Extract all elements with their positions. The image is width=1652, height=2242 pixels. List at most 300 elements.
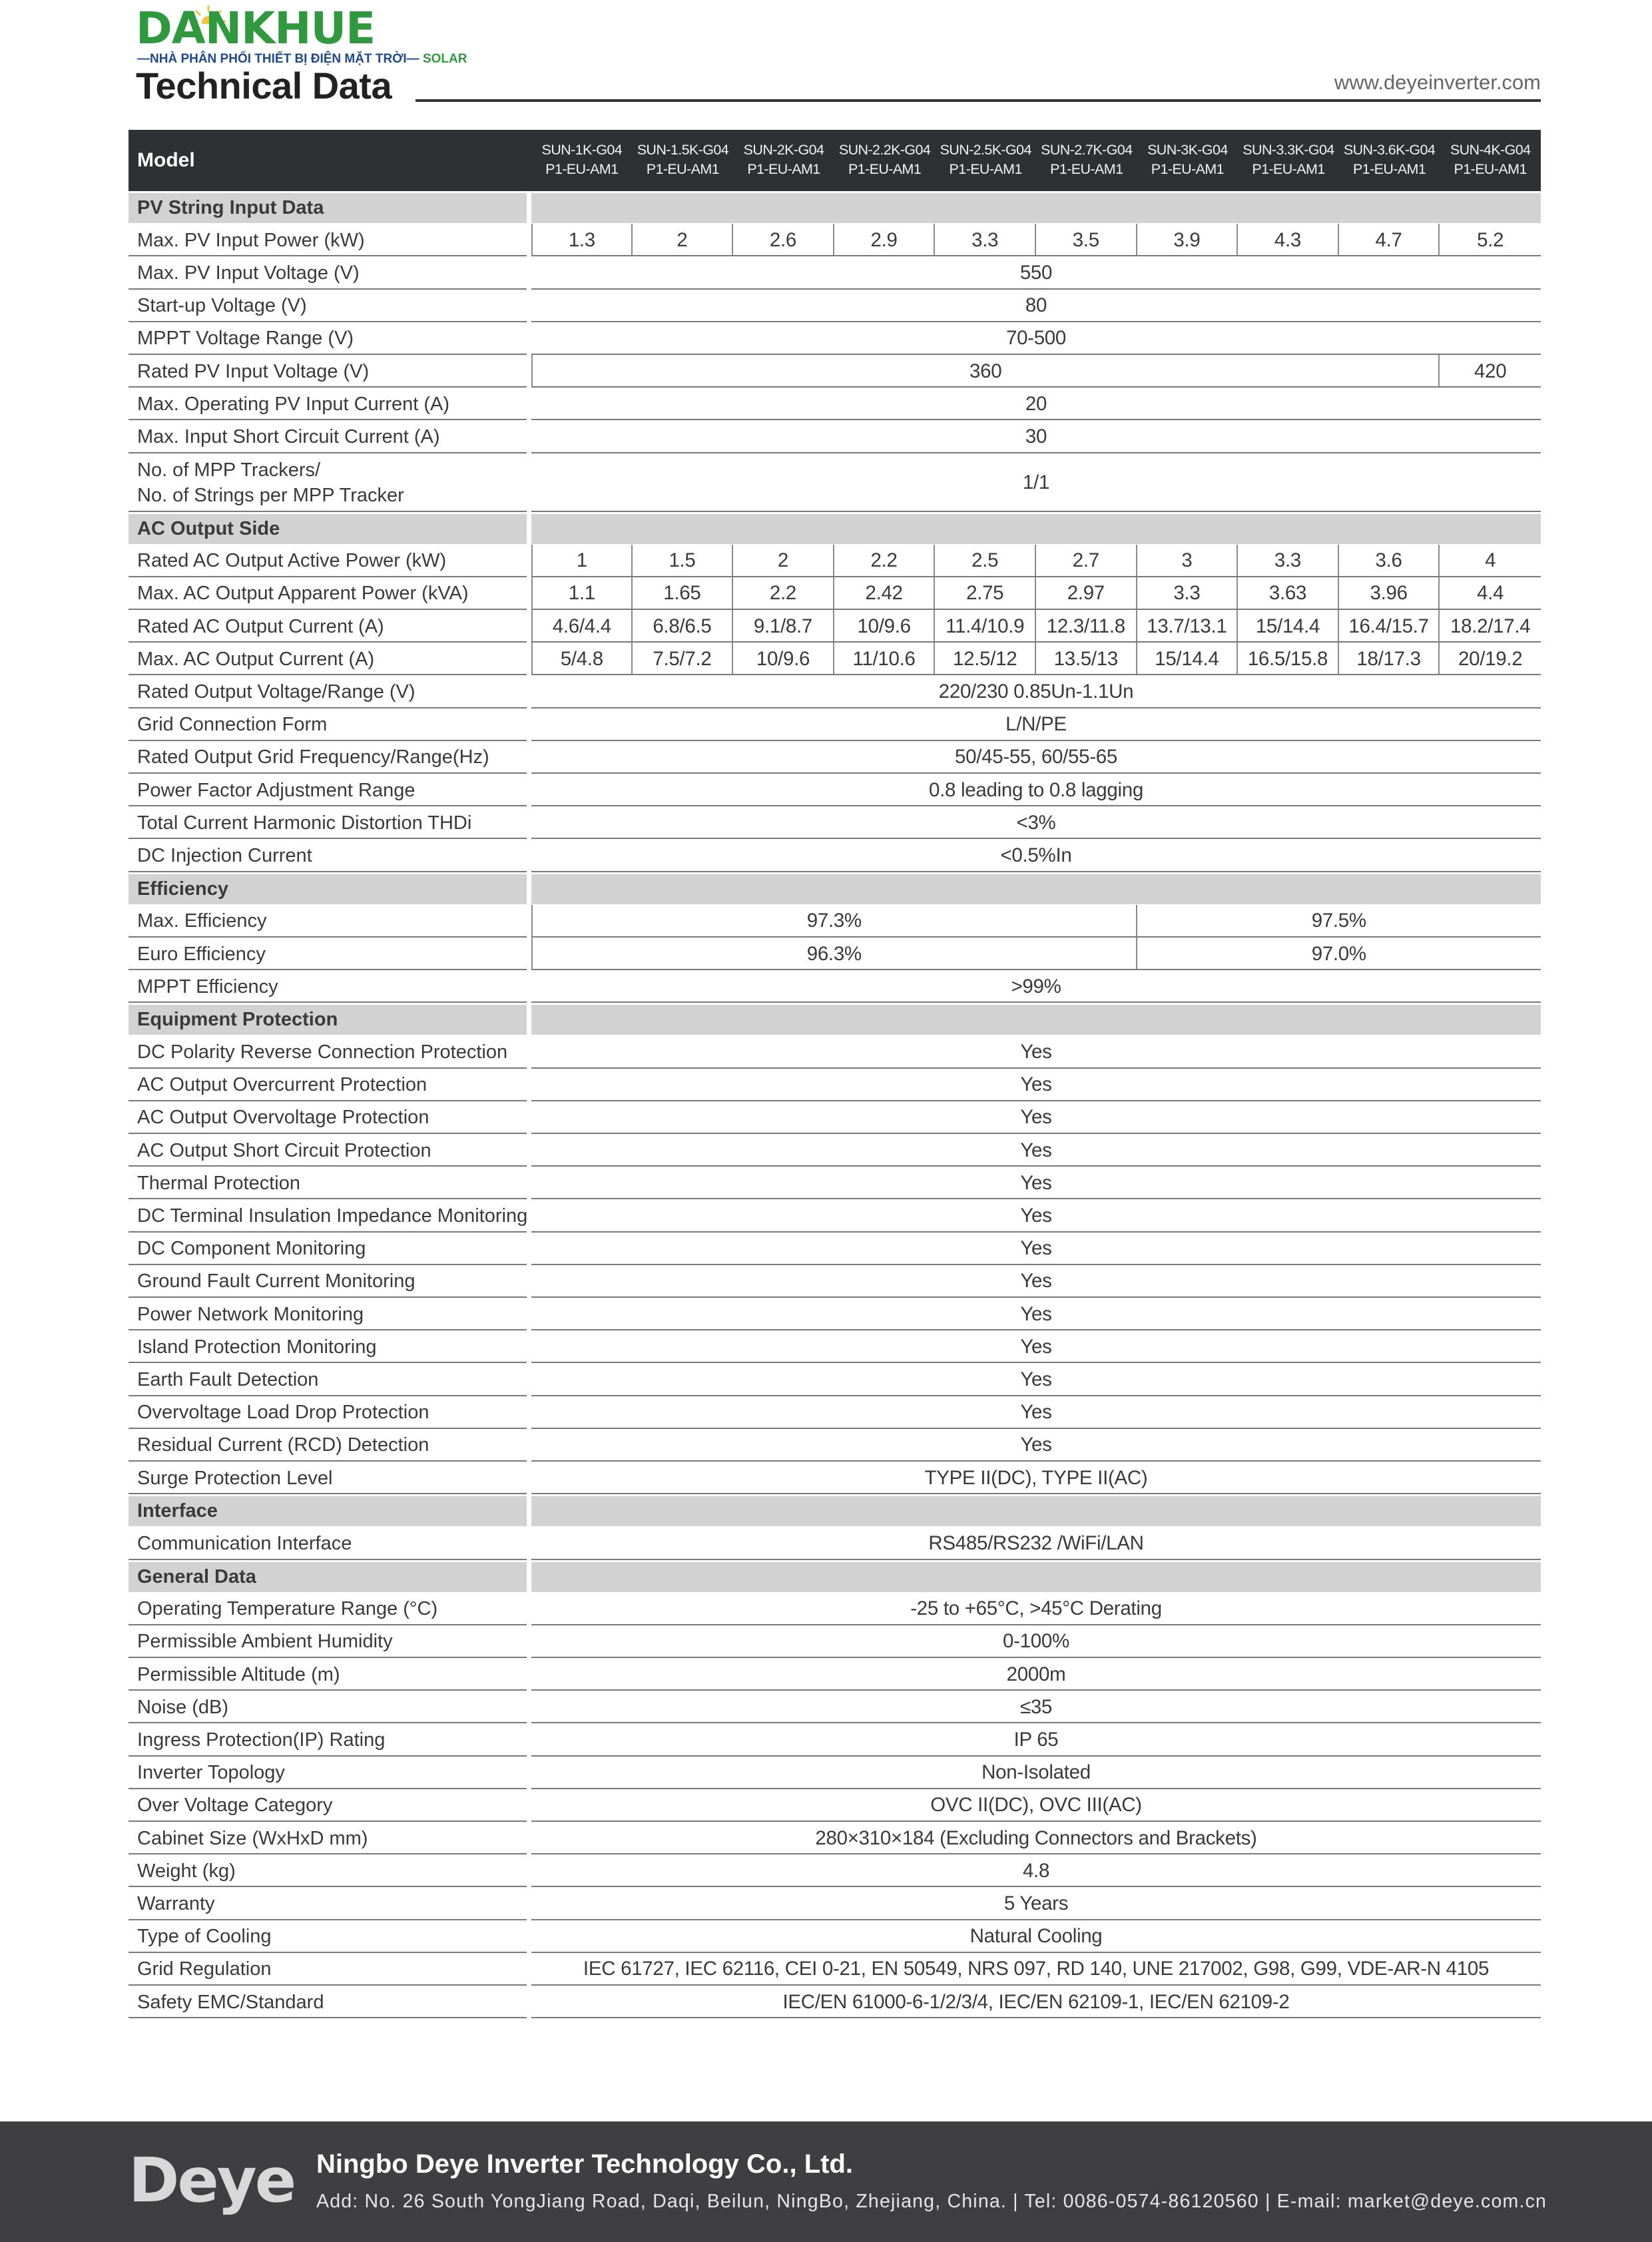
spec-row	[129, 420, 1541, 453]
spec-value: 12.5/12	[935, 643, 1036, 675]
spec-value: 220/230 0.85Un-1.1Un	[938, 681, 1134, 703]
model-name-line2: P1-EU-AM1	[1151, 161, 1225, 177]
spec-label: Communication Interface	[137, 1532, 352, 1554]
spec-value: Natural Cooling	[969, 1925, 1103, 1948]
spec-value: -25 to +65°C, >45°C Derating	[910, 1597, 1162, 1620]
spec-label: Euro Efficiency	[137, 943, 266, 965]
spec-label: DC Polarity Reverse Connection Protection	[137, 1041, 508, 1063]
spec-value: Yes	[1020, 1401, 1052, 1424]
spec-row	[129, 1527, 1541, 1559]
spec-values	[531, 1101, 1541, 1134]
company-name: Ningbo Deye Inverter Technology Co., Ltd.	[316, 2149, 853, 2179]
model-name-line1: SUN-1.5K-G04	[637, 142, 729, 158]
spec-values	[531, 774, 1541, 806]
spec-values	[531, 1167, 1541, 1199]
spec-row	[129, 1167, 1541, 1199]
spec-value: 420	[1474, 360, 1507, 382]
spec-label: Ingress Protection(IP) Rating	[137, 1729, 386, 1751]
spec-value: 4.7	[1339, 224, 1440, 256]
spec-label: Inverter Topology	[137, 1762, 285, 1784]
spec-value: 70-500	[1005, 327, 1067, 350]
spec-value: Yes	[1020, 1434, 1052, 1456]
model-name-line1: SUN-4K-G04	[1450, 142, 1531, 158]
spec-label: Max. PV Input Voltage (V)	[137, 262, 360, 284]
value-underline	[531, 2017, 1541, 2018]
section-band-right	[531, 514, 1541, 544]
spec-value: ≤35	[1019, 1695, 1053, 1718]
model-label: Model	[137, 149, 195, 171]
spec-label: Grid Connection Form	[137, 714, 328, 736]
spec-values	[531, 1757, 1541, 1789]
spec-value: <3%	[1016, 811, 1056, 834]
spec-row	[129, 256, 1541, 289]
section-title: AC Output Side	[137, 517, 280, 539]
spec-label: Permissible Altitude (m)	[137, 1663, 340, 1685]
spec-values	[531, 1462, 1541, 1494]
spec-values	[531, 1363, 1541, 1396]
spec-row	[129, 1265, 1541, 1298]
spec-row	[129, 1822, 1541, 1854]
spec-row	[129, 453, 1541, 512]
spec-label: DC Component Monitoring	[137, 1238, 366, 1260]
spec-row	[129, 839, 1541, 872]
spec-values	[531, 1723, 1541, 1756]
spec-value: 11/10.6	[834, 643, 936, 675]
section-title: General Data	[137, 1565, 256, 1587]
spec-value: 4.8	[1022, 1859, 1050, 1882]
spec-values	[531, 708, 1541, 741]
spec-values	[531, 453, 1541, 512]
spec-value: 97.0%	[1311, 942, 1366, 965]
spec-value: 1.65	[633, 577, 734, 610]
website-link[interactable]: www.deyeinverter.com	[1334, 71, 1541, 94]
spec-row	[129, 708, 1541, 741]
spec-row	[129, 1233, 1541, 1265]
spec-value: 18.2/17.4	[1450, 615, 1531, 637]
spec-value: <0.5%In	[1000, 844, 1072, 866]
spec-label: Earth Fault Detection	[137, 1368, 319, 1390]
footer	[0, 2121, 1652, 2242]
spec-row	[129, 1199, 1541, 1232]
spec-value: 10/9.6	[733, 643, 834, 675]
spec-value: >99%	[1011, 975, 1061, 997]
spec-values	[531, 1625, 1541, 1658]
spec-value: 2.75	[935, 577, 1036, 610]
spec-value: 3.3	[935, 224, 1036, 256]
title-divider	[415, 99, 1541, 102]
spec-row	[129, 970, 1541, 1003]
spec-row	[129, 1593, 1541, 1625]
spec-row	[129, 1691, 1541, 1723]
spec-values	[531, 388, 1541, 420]
spec-value: 5 Years	[1003, 1892, 1069, 1914]
spec-label: MPPT Voltage Range (V)	[137, 328, 354, 350]
spec-value: 20/19.2	[1458, 647, 1523, 670]
spec-values	[531, 806, 1541, 839]
spec-value: Yes	[1020, 1335, 1052, 1358]
spec-value: Yes	[1020, 1106, 1052, 1129]
spec-label: Weight (kg)	[137, 1860, 236, 1882]
spec-value: Yes	[1020, 1302, 1052, 1325]
spec-row	[129, 806, 1541, 839]
spec-label: Start-up Voltage (V)	[137, 295, 307, 317]
spec-value: 50/45-55, 60/55-65	[955, 746, 1117, 768]
spec-label-line1: No. of MPP Trackers/	[137, 459, 321, 481]
spec-values	[531, 1233, 1541, 1265]
spec-label: Rated Output Grid Frequency/Range(Hz)	[137, 746, 489, 768]
spec-value: 1.1	[531, 577, 633, 610]
spec-value: 13.7/13.1	[1137, 610, 1239, 643]
model-name-line1: SUN-3.3K-G04	[1242, 142, 1334, 158]
spec-values	[531, 290, 1541, 322]
spec-label: Max. Efficiency	[137, 910, 267, 932]
spec-row	[129, 1658, 1541, 1691]
spec-value: 2.9	[834, 224, 936, 256]
spec-value: Yes	[1020, 1073, 1052, 1096]
spec-value: 13.5/13	[1036, 643, 1137, 675]
section-title: Equipment Protection	[137, 1009, 338, 1031]
spec-value: 5.2	[1477, 228, 1504, 251]
spec-label: Total Current Harmonic Distortion THDi	[137, 812, 472, 834]
spec-row	[129, 545, 1541, 577]
spec-values	[531, 1789, 1541, 1822]
model-name-line1: SUN-2.7K-G04	[1041, 142, 1133, 158]
spec-value: 16.5/15.8	[1238, 643, 1339, 675]
spec-value: 9.1/8.7	[733, 610, 834, 643]
spec-value: 97.3%	[531, 905, 1137, 938]
spec-row	[129, 290, 1541, 322]
spec-value: 1/1	[1022, 471, 1050, 493]
spec-values	[531, 1527, 1541, 1559]
spec-value: IP 65	[1013, 1729, 1059, 1751]
spec-value: 3.5	[1036, 224, 1137, 256]
spec-label-line2: No. of Strings per MPP Tracker	[137, 484, 404, 506]
spec-values	[531, 420, 1541, 453]
spec-row	[129, 1462, 1541, 1494]
spec-row	[129, 1396, 1541, 1429]
spec-label: Rated AC Output Current (A)	[137, 615, 384, 637]
spec-row	[129, 1101, 1541, 1134]
spec-values	[531, 1199, 1541, 1232]
spec-value: 6.8/6.5	[633, 610, 734, 643]
spec-row	[129, 577, 1541, 610]
spec-value: Yes	[1020, 1205, 1052, 1227]
spec-value: 4	[1485, 549, 1496, 572]
deye-logo	[129, 2144, 295, 2217]
spec-value: 2.2	[733, 577, 834, 610]
model-column-header	[834, 140, 936, 179]
spec-label: Noise (dB)	[137, 1696, 228, 1718]
spec-values	[531, 1593, 1541, 1625]
spec-row	[129, 1854, 1541, 1887]
spec-value: Yes	[1020, 1237, 1052, 1260]
spec-value: 12.3/11.8	[1036, 610, 1137, 643]
spec-value: 360	[531, 355, 1440, 388]
spec-row	[129, 1887, 1541, 1920]
spec-row	[129, 1429, 1541, 1462]
model-column-header	[935, 140, 1036, 179]
spec-value: 3.63	[1238, 577, 1339, 610]
spec-row	[129, 388, 1541, 420]
spec-label: AC Output Overcurrent Protection	[137, 1074, 427, 1096]
model-column-header	[1036, 140, 1137, 179]
model-column-header	[733, 140, 834, 179]
spec-label: AC Output Overvoltage Protection	[137, 1107, 429, 1129]
spec-value: 20	[1025, 392, 1047, 415]
spec-values	[531, 741, 1541, 774]
spec-label: Grid Regulation	[137, 1958, 272, 1980]
spec-value: 2.97	[1036, 577, 1137, 610]
spec-value: Yes	[1020, 1171, 1052, 1194]
spec-table-body	[129, 191, 1541, 2018]
spec-label: Residual Current (RCD) Detection	[137, 1434, 429, 1456]
model-column-header	[1137, 140, 1239, 179]
spec-value: TYPE II(DC), TYPE II(AC)	[924, 1466, 1148, 1489]
spec-value: 15/14.4	[1137, 643, 1239, 675]
model-column-header	[633, 140, 734, 179]
spec-value: Yes	[1020, 1139, 1052, 1161]
spec-value: 2000m	[1006, 1663, 1066, 1685]
spec-value: L/N/PE	[1005, 713, 1067, 736]
spec-values	[531, 938, 1541, 970]
spec-label: Power Factor Adjustment Range	[137, 779, 415, 801]
spec-value: 18/17.3	[1339, 643, 1440, 675]
model-name-line1: SUN-3K-G04	[1147, 142, 1228, 158]
spec-label: Max. Input Short Circuit Current (A)	[137, 425, 440, 447]
spec-value: 3.3	[1137, 577, 1239, 610]
spec-values	[531, 1265, 1541, 1298]
spec-value: 4.6/4.4	[531, 610, 633, 643]
spec-label: Over Voltage Category	[137, 1795, 333, 1817]
spec-values	[531, 1920, 1541, 1953]
spec-value: 7.5/7.2	[633, 643, 734, 675]
model-name-line2: P1-EU-AM1	[646, 161, 720, 177]
section-header	[129, 1560, 1541, 1593]
spec-value: 2	[633, 224, 734, 256]
spec-label: DC Injection Current	[137, 844, 312, 866]
spec-values	[531, 1069, 1541, 1101]
model-name-line2: P1-EU-AM1	[1252, 161, 1325, 177]
spec-label: Max. PV Input Power (kW)	[137, 229, 365, 251]
brand-word: DANKHUE	[136, 3, 376, 54]
brand-tagline-text: —NHÀ PHÂN PHỐI THIẾT BỊ ĐIỆN MẶT TRỜI—	[137, 52, 419, 66]
model-header-row	[129, 130, 1541, 191]
spec-value: 96.3%	[531, 938, 1137, 970]
spec-row	[129, 1134, 1541, 1167]
spec-label: Warranty	[137, 1892, 215, 1914]
spec-label: Permissible Ambient Humidity	[137, 1631, 393, 1653]
spec-row	[129, 1920, 1541, 1953]
spec-value: 97.5%	[1311, 910, 1366, 932]
section-band-right	[531, 1496, 1541, 1526]
spec-values	[531, 1134, 1541, 1167]
spec-label: Power Network Monitoring	[137, 1303, 364, 1325]
spec-label: Rated Output Voltage/Range (V)	[137, 681, 415, 703]
spec-label: Operating Temperature Range (°C)	[137, 1598, 438, 1620]
brand-logo	[136, 3, 467, 68]
spec-row	[129, 1953, 1541, 1986]
spec-value: 2.7	[1036, 545, 1137, 577]
spec-value: 2.2	[834, 545, 936, 577]
spec-values	[531, 1691, 1541, 1723]
spec-value: 16.4/15.7	[1339, 610, 1440, 643]
spec-row	[129, 938, 1541, 970]
model-name-line2: P1-EU-AM1	[1454, 161, 1527, 177]
spec-values	[531, 675, 1541, 708]
spec-value: 1.5	[633, 545, 734, 577]
spec-values	[531, 224, 1541, 256]
section-band-right	[531, 1562, 1541, 1592]
spec-row	[129, 1625, 1541, 1658]
spec-value: IEC/EN 61000-6-1/2/3/4, IEC/EN 62109-1, IEC/EN 62109-2	[782, 1990, 1290, 2013]
spec-value: 3.9	[1137, 224, 1239, 256]
section-header	[129, 872, 1541, 905]
section-title: Efficiency	[137, 878, 228, 900]
spec-value: 5/4.8	[531, 643, 633, 675]
spec-values	[531, 1822, 1541, 1854]
spec-label	[137, 453, 530, 512]
spec-values	[531, 1658, 1541, 1691]
spec-value: 10/9.6	[834, 610, 936, 643]
spec-row	[129, 741, 1541, 774]
model-name-line2: P1-EU-AM1	[1352, 161, 1426, 177]
spec-value: 3	[1137, 545, 1239, 577]
spec-value: 30	[1025, 425, 1047, 447]
spec-label: Type of Cooling	[137, 1926, 272, 1948]
model-name-line2: P1-EU-AM1	[1050, 161, 1123, 177]
spec-value: Yes	[1020, 1368, 1052, 1390]
spec-values	[531, 577, 1541, 610]
model-name-line1: SUN-2.5K-G04	[940, 142, 1031, 158]
brand-solar: SOLAR	[422, 52, 467, 66]
section-band-right	[531, 193, 1541, 223]
model-column-header	[531, 140, 633, 179]
spec-row	[129, 322, 1541, 355]
spec-row	[129, 1298, 1541, 1330]
model-name-line2: P1-EU-AM1	[949, 161, 1022, 177]
spec-values	[531, 1854, 1541, 1887]
spec-label: Overvoltage Load Drop Protection	[137, 1402, 429, 1424]
spec-row	[129, 1069, 1541, 1101]
model-name-line1: SUN-3.6K-G04	[1343, 142, 1436, 158]
company-address: Add: No. 26 South YongJiang Road, Daqi, Beilun, NingBo, Zhejiang, China. | Tel: 0086-0574-86120560 | E-mail: market@deye.com.cn	[316, 2191, 1547, 2212]
spec-row	[129, 774, 1541, 806]
spec-values	[531, 1887, 1541, 1920]
spec-value: 3.3	[1238, 545, 1339, 577]
model-column-header	[1339, 140, 1440, 179]
spec-value: Non-Isolated	[981, 1761, 1091, 1784]
spec-value: 0.8 leading to 0.8 lagging	[929, 778, 1143, 801]
spec-value: Yes	[1020, 1270, 1052, 1292]
section-header	[129, 512, 1541, 545]
spec-values	[531, 1953, 1541, 1986]
spec-value: 15/14.4	[1238, 610, 1339, 643]
page-title: Technical Data	[136, 65, 392, 107]
spec-values	[531, 1396, 1541, 1429]
spec-values	[531, 970, 1541, 1003]
spec-row	[129, 610, 1541, 643]
deye-logo-text: Deye	[129, 2145, 295, 2216]
spec-values	[531, 610, 1541, 643]
spec-value: 2.5	[935, 545, 1036, 577]
section-header	[129, 191, 1541, 224]
spec-value: 3.96	[1339, 577, 1440, 610]
spec-label: Rated PV Input Voltage (V)	[137, 360, 370, 382]
spec-value: OVC II(DC), OVC III(AC)	[930, 1794, 1142, 1817]
spec-table	[129, 130, 1541, 2018]
spec-values	[531, 1330, 1541, 1363]
spec-label: Ground Fault Current Monitoring	[137, 1270, 415, 1292]
spec-value: 1	[531, 545, 633, 577]
section-title: PV String Input Data	[137, 197, 324, 218]
spec-value: Yes	[1020, 1041, 1052, 1063]
model-name-line2: P1-EU-AM1	[545, 161, 619, 177]
spec-value: RS485/RS232 /WiFi/LAN	[928, 1532, 1144, 1554]
spec-row	[129, 1986, 1541, 2018]
spec-row	[129, 355, 1541, 388]
section-header	[129, 1494, 1541, 1527]
spec-row	[129, 675, 1541, 708]
spec-label: DC Terminal Insulation Impedance Monitoring	[137, 1205, 528, 1227]
spec-value: 4.4	[1477, 582, 1504, 605]
spec-row	[129, 1757, 1541, 1789]
spec-values	[531, 643, 1541, 675]
spec-label: Safety EMC/Standard	[137, 1991, 324, 2013]
spec-values	[531, 905, 1541, 938]
spec-values	[531, 839, 1541, 872]
spec-label: Max. AC Output Current (A)	[137, 648, 375, 670]
spec-row	[129, 224, 1541, 256]
spec-value: 2	[733, 545, 834, 577]
spec-values	[531, 1986, 1541, 2018]
label-underline	[129, 2017, 527, 2018]
spec-values	[531, 545, 1541, 577]
spec-values	[531, 1036, 1541, 1069]
spec-label: Rated AC Output Active Power (kW)	[137, 550, 447, 572]
spec-label: Surge Protection Level	[137, 1467, 333, 1489]
spec-value: 550	[1019, 261, 1053, 284]
spec-values	[531, 322, 1541, 355]
model-column-header	[1238, 140, 1339, 179]
spec-label: Max. AC Output Apparent Power (kVA)	[137, 583, 469, 605]
spec-values	[531, 355, 1541, 388]
spec-label: AC Output Short Circuit Protection	[137, 1139, 431, 1161]
model-name-line1: SUN-2.2K-G04	[838, 142, 931, 158]
spec-row	[129, 1330, 1541, 1363]
model-name-line2: P1-EU-AM1	[848, 161, 922, 177]
section-band-right	[531, 874, 1541, 904]
spec-value: 1.3	[531, 224, 633, 256]
spec-label: Max. Operating PV Input Current (A)	[137, 393, 450, 415]
spec-row	[129, 1363, 1541, 1396]
spec-value: 0-100%	[1003, 1630, 1069, 1653]
spec-value: 2.6	[733, 224, 834, 256]
spec-value: IEC 61727, IEC 62116, CEI 0-21, EN 50549, NRS 097, RD 140, UNE 217002, G98, G99, VDE-AR-N 4105	[583, 1958, 1490, 1980]
spec-label: Island Protection Monitoring	[137, 1336, 377, 1358]
spec-value: 280×310×184 (Excluding Connectors and Brackets)	[815, 1826, 1257, 1849]
section-band-right	[531, 1005, 1541, 1035]
spec-row	[129, 905, 1541, 938]
spec-value: 4.3	[1238, 224, 1339, 256]
section-header	[129, 1003, 1541, 1035]
spec-value: 2.42	[834, 577, 936, 610]
spec-row	[129, 1789, 1541, 1822]
spec-value: 80	[1025, 294, 1047, 317]
model-name-line1: SUN-1K-G04	[541, 142, 623, 158]
spec-value: 3.6	[1339, 545, 1440, 577]
spec-row	[129, 1723, 1541, 1756]
model-column-header	[1440, 140, 1541, 179]
